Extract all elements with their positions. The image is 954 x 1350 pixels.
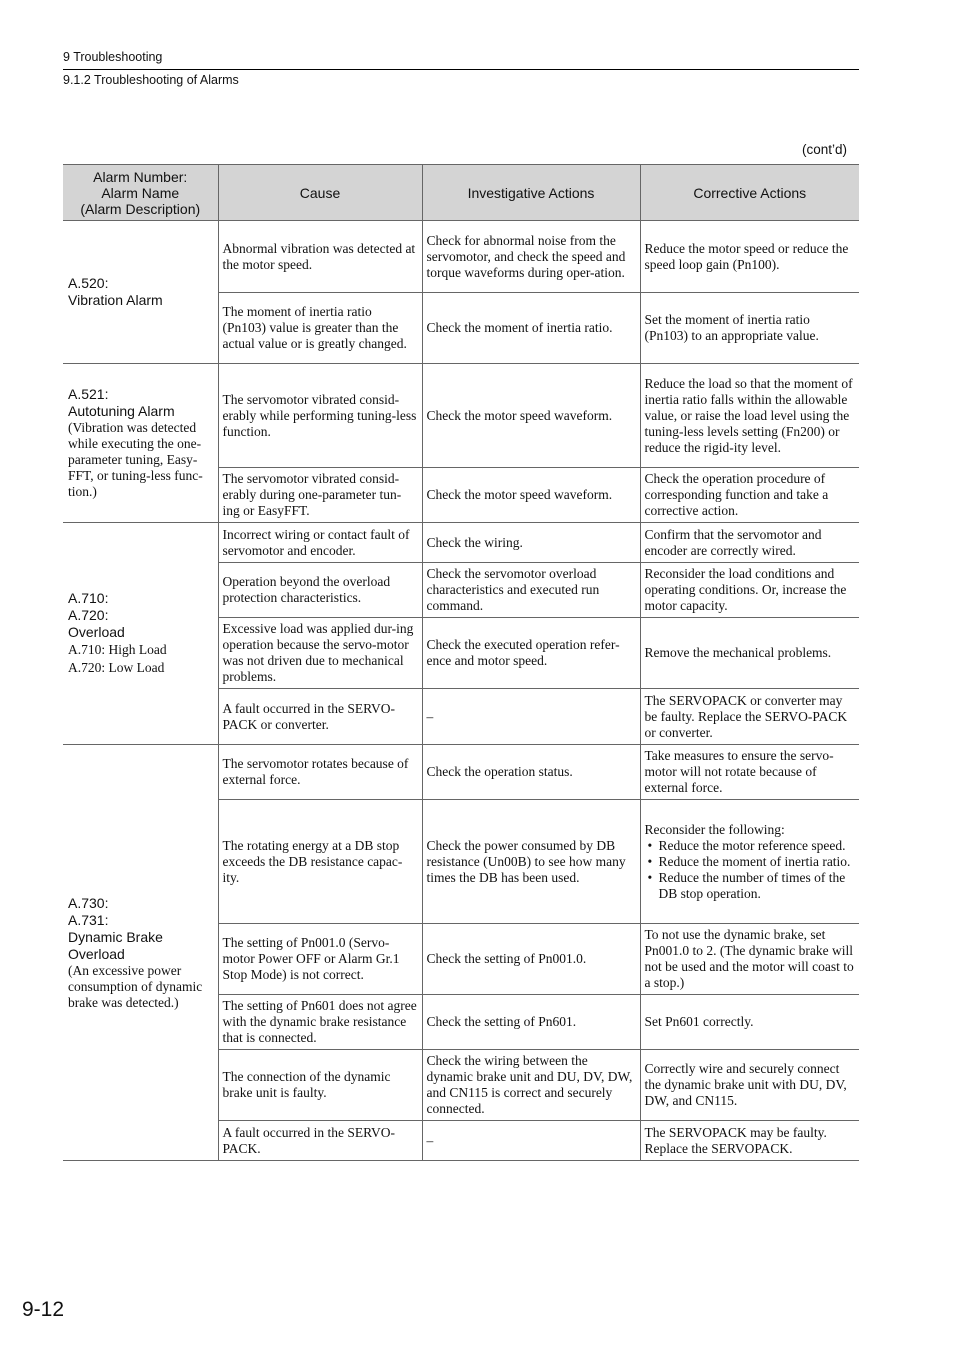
alarm-table [63, 164, 859, 1161]
cause-cell: The rotating energy at a DB stop exceeds the DB resistance capac-ity. [218, 800, 422, 924]
page-number: 9-12 [22, 1298, 65, 1321]
list-item: • Reduce the moment of inertia ratio. [645, 854, 856, 870]
corrective-cell: Remove the mechanical problems. [640, 618, 859, 689]
investigative-cell: Check the motor speed waveform. [422, 364, 640, 468]
investigative-cell: – [422, 1121, 640, 1161]
table-row [63, 221, 859, 293]
cause-cell: The moment of inertia ratio (Pn103) value is greater than the actual value or is greatly changed. [218, 293, 422, 364]
corrective-cell: The SERVOPACK or converter may be faulty. Replace the SERVO-PACK or converter. [640, 689, 859, 745]
investigative-cell: Check the motor speed waveform. [422, 468, 640, 523]
cause-cell: The connection of the dynamic brake unit is faulty. [218, 1050, 422, 1121]
corrective-cell: Correctly wire and securely connect the dynamic brake unit with DU, DV, DW, and CN115. [640, 1050, 859, 1121]
header-alarm [63, 165, 218, 221]
corrective-cell: Reconsider the load conditions and operating conditions. Or, increase the motor capacity. [640, 563, 859, 618]
alarm-number: A.520: [68, 275, 109, 291]
corrective-intro: Reconsider the following: [644, 821, 785, 837]
cause-cell: A fault occurred in the SERVO-PACK. [218, 1121, 422, 1161]
corrective-cell: Set Pn601 correctly. [640, 995, 859, 1050]
cause-cell: Incorrect wiring or contact fault of servomotor and encoder. [218, 523, 422, 563]
corrective-cell: To not use the dynamic brake, set Pn001.0 to 2. (The dynamic brake will not be used and the motor will coast to a stop.) [640, 924, 859, 995]
alarm-number: A.730: [68, 894, 109, 911]
alarm-number: A.521: [68, 386, 109, 402]
alarm-description-line: A.710: High Load [68, 642, 167, 657]
table-row [63, 364, 859, 468]
corrective-cell: Reduce the load so that the moment of inertia ratio falls within the allowable value, or raise the load level using the tuning-less levels setting (Fn200) or reduce the rigid-ity level. [640, 364, 859, 468]
investigative-cell: Check the setting of Pn601. [422, 995, 640, 1050]
investigative-cell: Check the wiring. [422, 523, 640, 563]
cause-cell: The setting of Pn001.0 (Servo-motor Power OFF or Alarm Gr.1 Stop Mode) is not correct. [218, 924, 422, 995]
cause-cell: The servomotor rotates because of external force. [218, 745, 422, 800]
alarm-number: A.731: [68, 911, 109, 928]
investigative-cell: Check the operation status. [422, 745, 640, 800]
alarm-name: Overload [68, 624, 125, 640]
header-investigative-actions: Investigative Actions [422, 165, 640, 221]
corrective-cell: Reduce the motor speed or reduce the speed loop gain (Pn100). [640, 221, 859, 293]
list-item: • Reduce the number of times of the DB stop operation. [645, 870, 856, 902]
investigative-cell: Check for abnormal noise from the servomotor, and check the speed and torque waveforms during oper-ation. [422, 221, 640, 293]
investigative-cell: Check the executed operation refer-ence and motor speed. [422, 618, 640, 689]
header-alarm-description: (Alarm Description) [80, 200, 201, 217]
corrective-cell [640, 800, 859, 924]
investigative-cell: Check the setting of Pn001.0. [422, 924, 640, 995]
alarm-description-line: A.720: Low Load [68, 660, 165, 675]
alarm-description: (An excessive power consumption of dynamic brake was detected.) [68, 962, 203, 1010]
table-header-row [63, 165, 859, 221]
corrective-bullet-list [645, 838, 856, 902]
investigative-cell: Check the power consumed by DB resistance (Un00B) to see how many times the DB has been used. [422, 800, 640, 924]
table-row [63, 523, 859, 563]
alarm-description: (Vibration was detected while executing the one-parameter tuning, Easy-FFT, or tuning-less func-tion.) [68, 420, 203, 499]
cause-cell: The servomotor vibrated consid-erably while performing tuning-less function. [218, 364, 422, 468]
table-row [63, 745, 859, 800]
cause-cell: The servomotor vibrated consid-erably during one-parameter tun-ing or EasyFFT. [218, 468, 422, 523]
header-alarm-name: Alarm Name [101, 184, 180, 201]
alarm-cell-a521 [63, 364, 218, 523]
alarm-name: Vibration Alarm [68, 292, 163, 308]
corrective-cell: The SERVOPACK may be faulty. Replace the SERVOPACK. [640, 1121, 859, 1161]
corrective-cell: Take measures to ensure the servo-motor will not rotate because of external force. [640, 745, 859, 800]
alarm-name: Dynamic Brake Overload [68, 928, 163, 962]
investigative-cell: Check the servomotor overload characteristics and executed run command. [422, 563, 640, 618]
alarm-cell-a520 [63, 221, 218, 364]
cause-cell: Abnormal vibration was detected at the motor speed. [218, 221, 422, 293]
alarm-cell-a710 [63, 523, 218, 745]
investigative-cell: Check the moment of inertia ratio. [422, 293, 640, 364]
header-cause: Cause [218, 165, 422, 221]
alarm-name: Autotuning Alarm [68, 403, 175, 419]
alarm-cell-a730 [63, 745, 218, 1161]
cause-cell: Operation beyond the overload protection characteristics. [218, 563, 422, 618]
alarm-number: A.720: [68, 607, 109, 623]
alarm-number: A.710: [68, 590, 109, 606]
section-header: 9.1.2 Troubleshooting of Alarms [63, 73, 239, 87]
investigative-cell: – [422, 689, 640, 745]
header-alarm-number: Alarm Number: [93, 168, 188, 185]
cause-cell: A fault occurred in the SERVO-PACK or converter. [218, 689, 422, 745]
header-rule [63, 69, 859, 70]
chapter-header: 9 Troubleshooting [63, 50, 163, 64]
corrective-cell: Confirm that the servomotor and encoder are correctly wired. [640, 523, 859, 563]
list-item: • Reduce the motor reference speed. [645, 838, 856, 854]
investigative-cell: Check the wiring between the dynamic brake unit and DU, DV, DW, and CN115 is correct and securely connected. [422, 1050, 640, 1121]
cause-cell: Excessive load was applied dur-ing operation because the servo-motor was not driven due to mechanical problems. [218, 618, 422, 689]
corrective-cell: Set the moment of inertia ratio (Pn103) to an appropriate value. [640, 293, 859, 364]
header-corrective-actions: Corrective Actions [640, 165, 859, 221]
cause-cell: The setting of Pn601 does not agree with the dynamic brake resistance that is connected. [218, 995, 422, 1050]
continued-label: (cont’d) [802, 142, 848, 157]
corrective-cell: Check the operation procedure of corresponding function and take a corrective action. [640, 468, 859, 523]
